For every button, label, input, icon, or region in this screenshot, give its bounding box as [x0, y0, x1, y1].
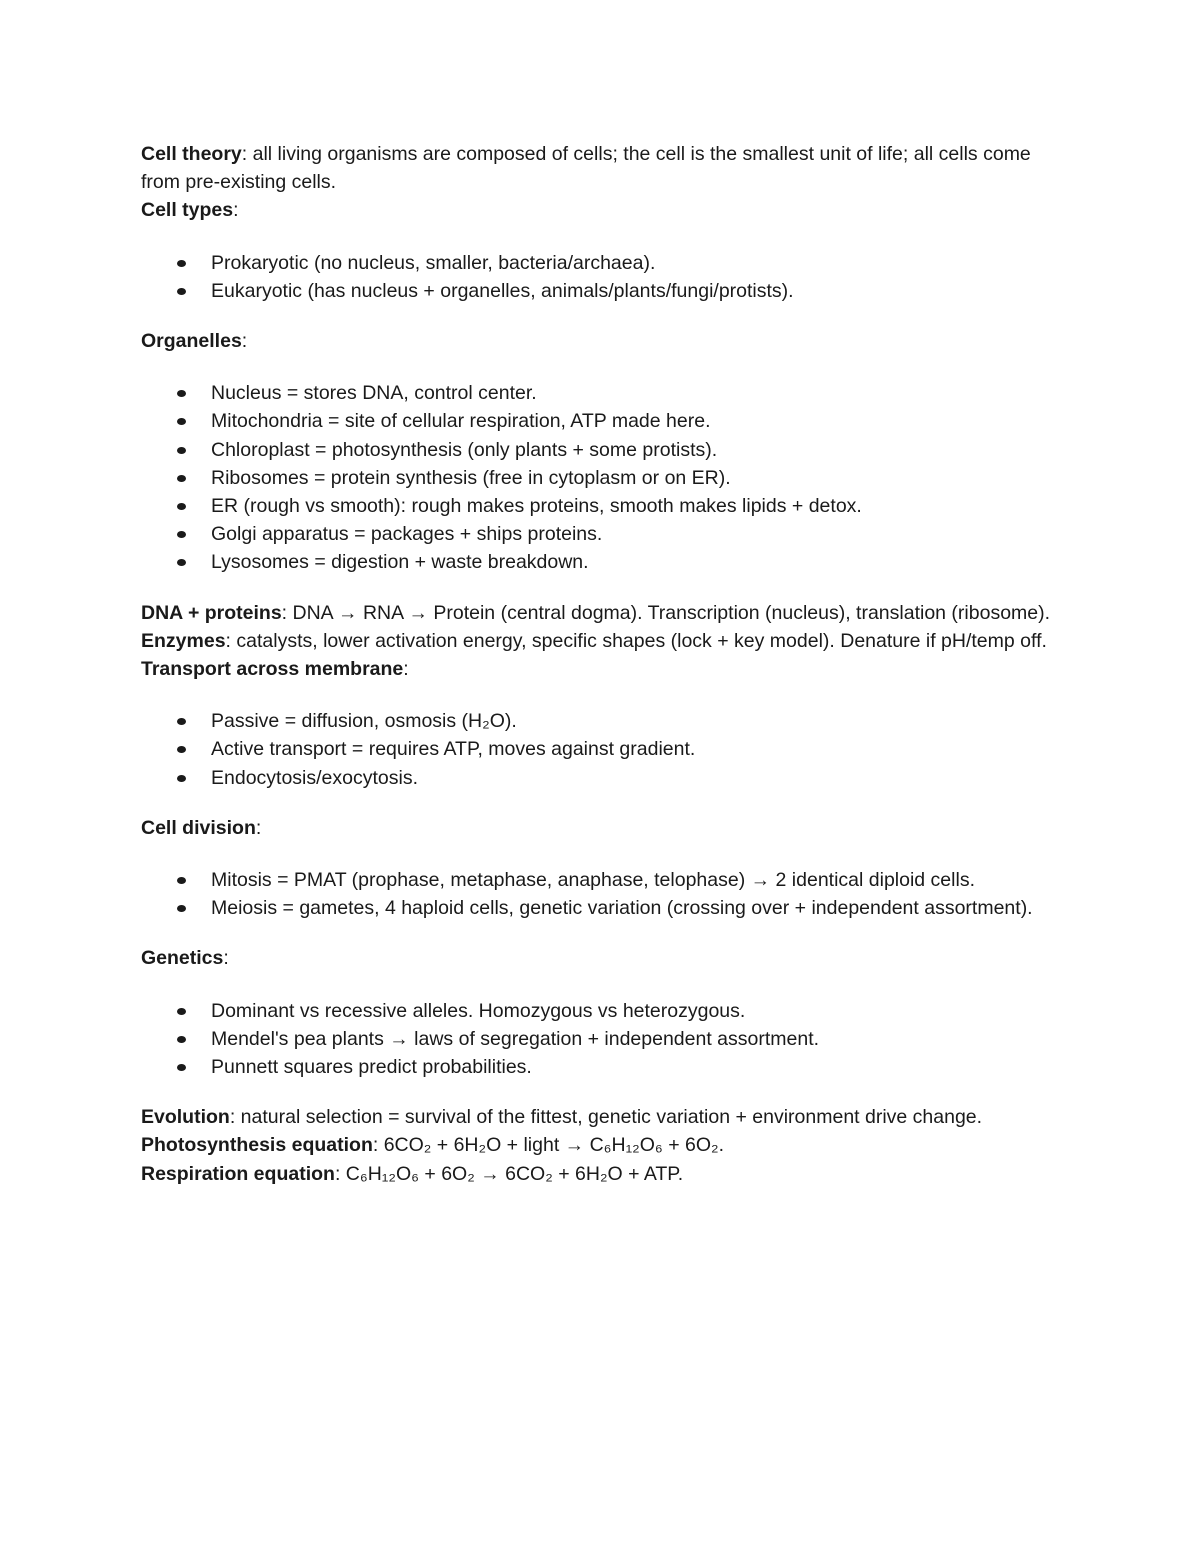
bullet-icon	[177, 475, 186, 482]
evolution-term: Evolution	[141, 1106, 230, 1129]
enzymes-text: : catalysts, lower activation energy, specific shapes (lock + key model). Denature if pH/temp off.	[225, 629, 1047, 652]
list-item-text: Mitosis = PMAT (prophase, metaphase, anaphase, telophase) → 2 identical diploid cells.	[211, 869, 975, 892]
list-item	[141, 764, 1071, 792]
bullet-icon	[177, 877, 186, 884]
bullet-icon	[177, 288, 186, 295]
transport-colon: :	[403, 658, 409, 681]
genetics-term: Genetics	[141, 947, 224, 970]
cell-division-list	[141, 866, 1071, 922]
list-item-text: Lysosomes = digestion + waste breakdown.	[211, 551, 589, 574]
list-item	[141, 520, 1071, 548]
list-item-text: Passive = diffusion, osmosis (H₂O).	[211, 710, 517, 733]
bullet-icon	[177, 559, 186, 566]
enzymes-term: Enzymes	[141, 629, 226, 652]
organelles-heading	[141, 327, 1071, 355]
list-item-text: Punnett squares predict probabilities.	[211, 1056, 532, 1079]
list-item-text: Active transport = requires ATP, moves against gradient.	[211, 738, 696, 761]
list-item	[141, 464, 1071, 492]
bullet-icon	[177, 390, 186, 397]
cell-theory-paragraph	[141, 140, 1071, 196]
genetics-heading	[141, 944, 1071, 972]
transport-heading	[141, 655, 1071, 683]
cell-types-term: Cell types	[141, 199, 234, 222]
list-item	[141, 735, 1071, 763]
list-item	[141, 1025, 1071, 1053]
list-item	[141, 277, 1071, 305]
genetics-list	[141, 997, 1071, 1082]
list-item	[141, 407, 1071, 435]
list-item-text: Eukaryotic (has nucleus + organelles, animals/plants/fungi/protists).	[211, 279, 794, 302]
evolution-text: : natural selection = survival of the fittest, genetic variation + environment drive change.	[229, 1106, 983, 1129]
bullet-icon	[177, 775, 186, 782]
list-item	[141, 997, 1071, 1025]
list-item	[141, 894, 1071, 922]
bullet-icon	[177, 905, 186, 912]
bullet-icon	[177, 260, 186, 267]
photosynthesis-paragraph	[141, 1131, 1071, 1159]
cell-theory-term: Cell theory	[141, 143, 242, 165]
enzymes-paragraph	[141, 627, 1071, 655]
organelles-term: Organelles	[141, 330, 242, 353]
list-item	[141, 866, 1071, 894]
cell-theory-text: : all living organisms are composed of cells; the cell is the smallest unit of life; all cells come from pre-existing cells.	[141, 143, 1031, 194]
bullet-icon	[177, 447, 186, 454]
respiration-text: : C₆H₁₂O₆ + 6O₂ → 6CO₂ + 6H₂O + ATP.	[334, 1162, 684, 1185]
document-page	[141, 140, 1071, 1188]
bullet-icon	[177, 746, 186, 753]
dna-proteins-text: : DNA → RNA → Protein (central dogma). Transcription (nucleus), translation (ribosome).	[281, 601, 1051, 624]
bullet-icon	[177, 1036, 186, 1043]
cell-division-heading	[141, 814, 1071, 842]
list-item-text: Meiosis = gametes, 4 haploid cells, genetic variation (crossing over + independent assortment).	[211, 897, 1033, 920]
bullet-icon	[177, 1064, 186, 1071]
cell-types-colon: :	[233, 199, 239, 222]
list-item	[141, 436, 1071, 464]
list-item-text: Dominant vs recessive alleles. Homozygous vs heterozygous.	[211, 999, 746, 1022]
bullet-icon	[177, 1008, 186, 1015]
transport-term: Transport across membrane	[141, 658, 404, 681]
list-item-text: Prokaryotic (no nucleus, smaller, bacteria/archaea).	[211, 251, 656, 274]
genetics-colon: :	[223, 947, 229, 970]
list-item-text: Mendel's pea plants → laws of segregation + independent assortment.	[211, 1027, 820, 1050]
respiration-paragraph	[141, 1160, 1071, 1188]
organelles-list	[141, 379, 1071, 576]
respiration-term: Respiration equation	[141, 1162, 335, 1185]
list-item-text: Golgi apparatus = packages + ships proteins.	[211, 523, 603, 546]
transport-list	[141, 707, 1071, 792]
list-item-text: Chloroplast = photosynthesis (only plants + some protists).	[211, 438, 718, 461]
photosynthesis-text: : 6CO₂ + 6H₂O + light → C₆H₁₂O₆ + 6O₂.	[372, 1134, 725, 1157]
photosynthesis-term: Photosynthesis equation	[141, 1134, 373, 1157]
cell-types-list	[141, 249, 1071, 305]
evolution-paragraph	[141, 1103, 1071, 1131]
list-item-text: ER (rough vs smooth): rough makes proteins, smooth makes lipids + detox.	[211, 495, 862, 518]
cell-division-colon: :	[255, 816, 262, 839]
list-item-text: Mitochondria = site of cellular respiration, ATP made here.	[211, 410, 711, 433]
list-item	[141, 707, 1071, 735]
list-item-text: Ribosomes = protein synthesis (free in cytoplasm or on ER).	[211, 466, 731, 489]
list-item	[141, 492, 1071, 520]
bullet-icon	[177, 503, 186, 510]
cell-types-heading	[141, 196, 1071, 224]
bullet-icon	[177, 718, 186, 725]
dna-proteins-paragraph	[141, 599, 1071, 627]
dna-proteins-term: DNA + proteins	[141, 601, 282, 624]
list-item	[141, 548, 1071, 576]
cell-division-term: Cell division	[141, 816, 256, 839]
bullet-icon	[177, 531, 186, 538]
list-item-text: Endocytosis/exocytosis.	[211, 766, 419, 789]
list-item	[141, 249, 1071, 277]
list-item-text: Nucleus = stores DNA, control center.	[211, 382, 537, 405]
list-item	[141, 379, 1071, 407]
bullet-icon	[177, 418, 186, 425]
list-item	[141, 1053, 1071, 1081]
organelles-colon: :	[241, 330, 248, 353]
